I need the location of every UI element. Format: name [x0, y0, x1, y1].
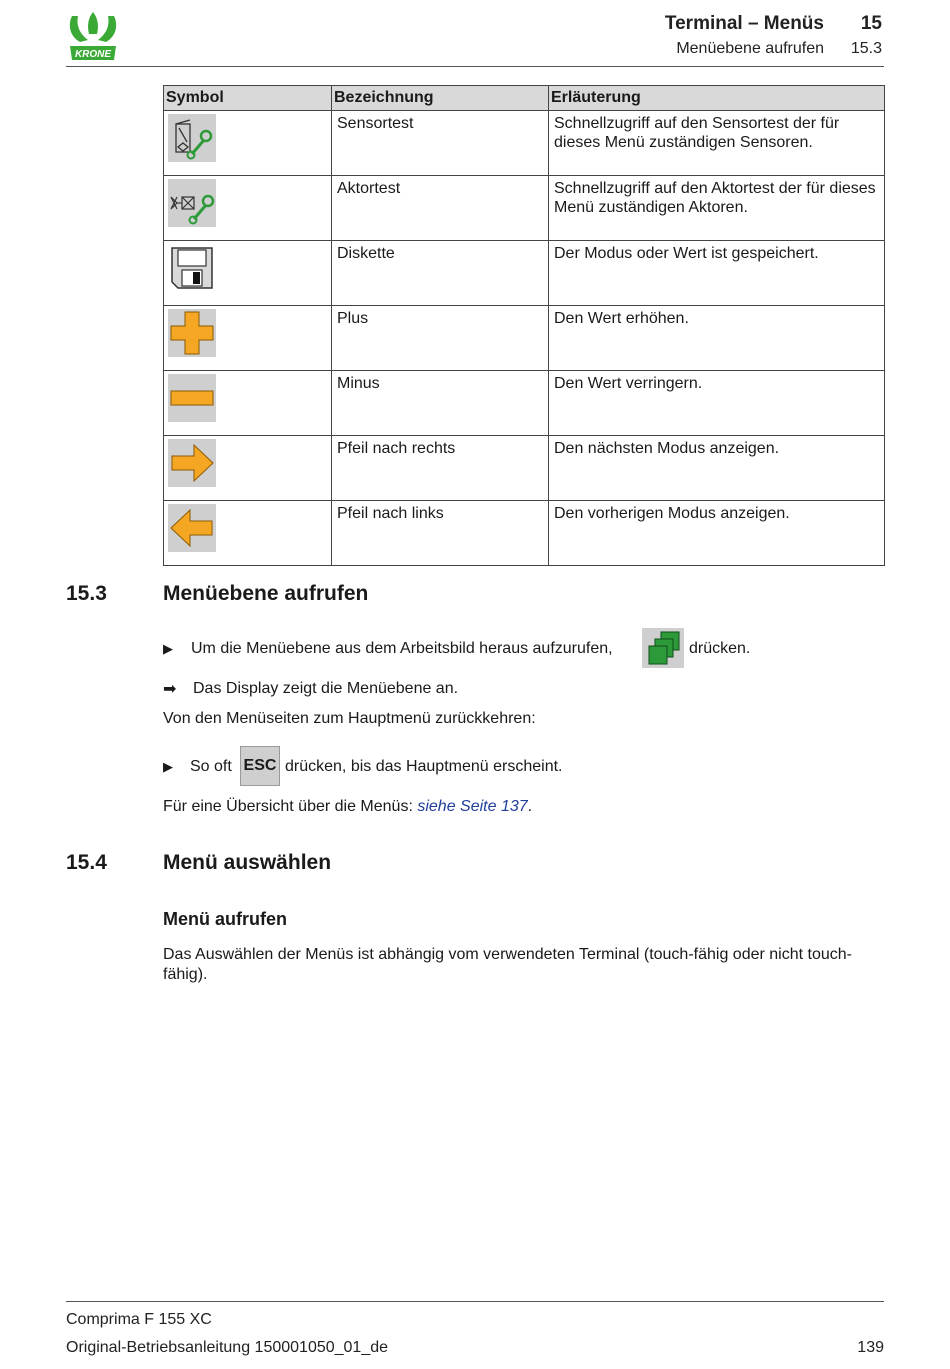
header-title: Terminal – Menüs	[664, 13, 824, 34]
symbol-cell	[164, 306, 332, 371]
description-cell: Schnellzugriff auf den Sensortest der für dieses Menü zuständigen Sensoren.	[549, 111, 885, 176]
step2-text: So oft	[190, 758, 232, 775]
step-bullet-icon: ▶	[163, 759, 173, 774]
svg-text:KRONE: KRONE	[74, 49, 112, 60]
name-cell: Diskette	[332, 241, 549, 306]
arrow-left-icon	[168, 504, 216, 552]
table-header-row	[164, 86, 885, 111]
header-section-title: Menüebene aufrufen	[676, 40, 824, 57]
description-cell: Den Wert erhöhen.	[549, 306, 885, 371]
plus-icon	[168, 309, 216, 357]
header-chapter-number: 15	[860, 13, 882, 34]
footer-divider	[66, 1301, 884, 1302]
menu-level-button[interactable]	[642, 628, 684, 668]
page-reference-link[interactable]: siehe Seite 137	[417, 798, 528, 815]
esc-button[interactable]: ESC	[240, 746, 280, 786]
symbol-cell	[164, 176, 332, 241]
column-header-name: Bezeichnung	[332, 86, 549, 111]
table-row	[164, 501, 885, 566]
header-section-number: 15.3	[850, 40, 882, 57]
step2-text-end: drücken, bis das Hauptmenü erscheint.	[285, 758, 563, 775]
krone-logo	[66, 8, 120, 64]
header-divider	[66, 66, 884, 67]
table-row	[164, 436, 885, 501]
overview-paragraph	[163, 797, 532, 817]
description-cell: Den nächsten Modus anzeigen.	[549, 436, 885, 501]
step1-text-end: drücken.	[689, 640, 751, 657]
menu-selection-paragraph: Das Auswählen der Menüs ist abhängig vom verwendeten Terminal (touch-fähig oder nicht touch-fähig).	[163, 946, 852, 983]
table-row	[164, 241, 885, 306]
arrow-right-icon	[168, 439, 216, 487]
column-header-symbol: Symbol	[164, 86, 332, 111]
symbol-cell	[164, 501, 332, 566]
table-row	[164, 371, 885, 436]
table-row	[164, 111, 885, 176]
section-number-15-4: 15.4	[66, 851, 107, 874]
description-cell: Der Modus oder Wert ist gespeichert.	[549, 241, 885, 306]
name-cell: Pfeil nach rechts	[332, 436, 549, 501]
section-heading-15-3: Menüebene aufrufen	[163, 582, 369, 605]
name-cell: Pfeil nach links	[332, 501, 549, 566]
overview-text: Für eine Übersicht über die Menüs:	[163, 798, 418, 815]
actuator-test-icon	[168, 179, 216, 227]
symbol-cell	[164, 371, 332, 436]
symbol-table	[163, 85, 885, 566]
section-heading-15-4: Menü auswählen	[163, 851, 332, 874]
symbol-cell	[164, 436, 332, 501]
name-cell: Plus	[332, 306, 549, 371]
result-text: Das Display zeigt die Menüebene an.	[193, 680, 459, 697]
section-number-15-3: 15.3	[66, 582, 107, 605]
overview-period: .	[527, 798, 533, 815]
symbol-cell	[164, 111, 332, 176]
return-instruction: Von den Menüseiten zum Hauptmenü zurückkehren:	[163, 710, 536, 727]
result-arrow-icon: ➡	[163, 681, 177, 698]
step-bullet-icon: ▶	[163, 641, 173, 656]
footer-product: Comprima F 155 XC	[66, 1311, 212, 1328]
symbol-cell	[164, 241, 332, 306]
table-row	[164, 306, 885, 371]
floppy-disk-icon	[168, 244, 216, 292]
table-row	[164, 176, 885, 241]
subheading-menu-aufrufen: Menü aufrufen	[163, 909, 287, 929]
name-cell: Sensortest	[332, 111, 549, 176]
name-cell: Aktortest	[332, 176, 549, 241]
footer-document-id: Original-Betriebsanleitung 150001050_01_de	[66, 1339, 389, 1356]
step1-text: Um die Menüebene aus dem Arbeitsbild heraus aufzurufen,	[191, 640, 613, 657]
footer-page-number: 139	[857, 1339, 884, 1356]
name-cell: Minus	[332, 371, 549, 436]
description-cell: Schnellzugriff auf den Aktortest der für dieses Menü zuständigen Aktoren.	[549, 176, 885, 241]
description-cell: Den Wert verringern.	[549, 371, 885, 436]
column-header-description: Erläuterung	[549, 86, 885, 111]
minus-icon	[168, 374, 216, 422]
description-cell: Den vorherigen Modus anzeigen.	[549, 501, 885, 566]
sensor-test-icon	[168, 114, 216, 162]
